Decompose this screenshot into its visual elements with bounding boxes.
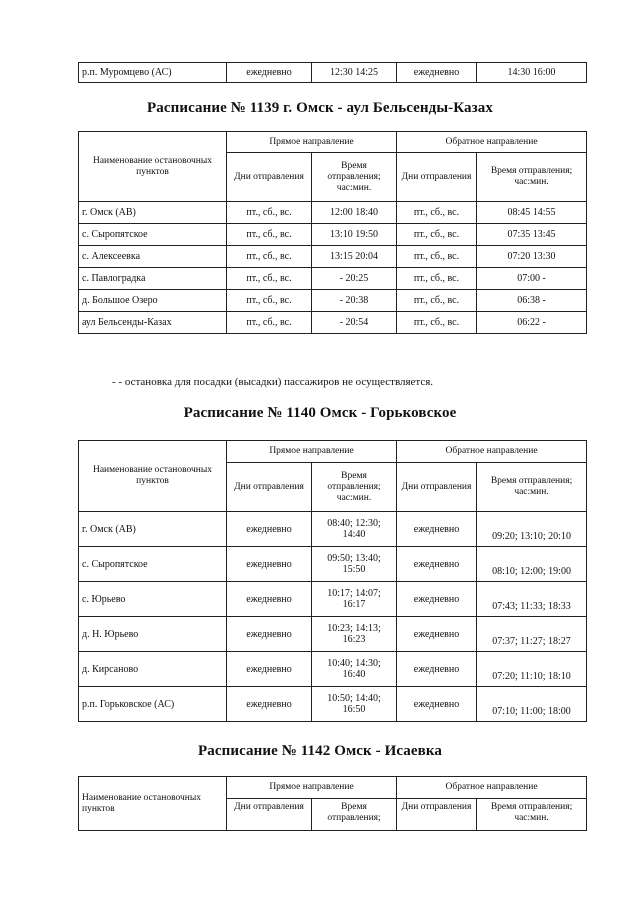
forward-days: ежедневно [227, 582, 312, 617]
table-row [79, 582, 587, 617]
forward-days-header: Дни отправления [227, 799, 312, 831]
stop-name: р.п. Муромцево (АС) [79, 63, 227, 83]
backward-days: ежедневно [397, 582, 477, 617]
forward-time: 10:40; 14:30; 16:40 [312, 652, 397, 687]
stop-column-header: Наименование остановочных пунктов [79, 777, 227, 831]
forward-time-header: Время отправления; час:мин. [312, 463, 397, 512]
forward-days-header: Дни отправления [227, 153, 312, 202]
table-row [79, 224, 587, 246]
forward-time: - 20:54 [312, 312, 397, 334]
backward-days: пт., сб., вс. [397, 268, 477, 290]
backward-time: 08:45 14:55 [477, 202, 587, 224]
backward-time: 06:22 - [477, 312, 587, 334]
backward-time: 07:35 13:45 [477, 224, 587, 246]
backward-direction-header: Обратное направление [397, 777, 587, 799]
forward-time: 12:00 18:40 [312, 202, 397, 224]
forward-direction-header: Прямое направление [227, 132, 397, 153]
backward-time: 07:20; 11:10; 18:10 [477, 652, 587, 687]
backward-direction-header: Обратное направление [397, 132, 587, 153]
table-row [79, 202, 587, 224]
forward-days: пт., сб., вс. [227, 246, 312, 268]
backward-days: ежедневно [397, 512, 477, 547]
stop-name: р.п. Горьковское (АС) [79, 687, 227, 722]
forward-days: ежедневно [227, 63, 312, 83]
stop-name: с. Юрьево [79, 582, 227, 617]
backward-time: 14:30 16:00 [477, 63, 587, 83]
forward-direction-header: Прямое направление [227, 777, 397, 799]
forward-days: ежедневно [227, 617, 312, 652]
forward-time-header: Время отправления; час:мин. [312, 153, 397, 202]
stop-name: с. Сыропятское [79, 224, 227, 246]
forward-days: пт., сб., вс. [227, 268, 312, 290]
forward-time: 13:15 20:04 [312, 246, 397, 268]
backward-days: пт., сб., вс. [397, 224, 477, 246]
forward-time: 12:30 14:25 [312, 63, 397, 83]
table-row [79, 268, 587, 290]
footnote: - - остановка для посадки (высадки) пассажиров не осуществляется. [112, 376, 434, 388]
schedule-1142-title: Расписание № 1142 Омск - Исаевка [198, 743, 442, 759]
table-row [79, 63, 587, 83]
backward-time: 07:37; 11:27; 18:27 [477, 617, 587, 652]
forward-days: ежедневно [227, 652, 312, 687]
backward-time: 07:00 - [477, 268, 587, 290]
backward-days-header: Дни отправления [397, 799, 477, 831]
backward-time: 08:10; 12:00; 19:00 [477, 547, 587, 582]
backward-days: пт., сб., вс. [397, 202, 477, 224]
stop-name: д. Кирсаново [79, 652, 227, 687]
forward-days: ежедневно [227, 512, 312, 547]
table-header-row [79, 441, 587, 463]
backward-time: 07:20 13:30 [477, 246, 587, 268]
forward-days: пт., сб., вс. [227, 202, 312, 224]
forward-time: 10:17; 14:07; 16:17 [312, 582, 397, 617]
schedule-1140-title: Расписание № 1140 Омск - Горьковское [183, 405, 457, 421]
table-row [79, 547, 587, 582]
stop-name: д. Н. Юрьево [79, 617, 227, 652]
backward-time: 07:43; 11:33; 18:33 [477, 582, 587, 617]
backward-time: 06:38 - [477, 290, 587, 312]
forward-days-header: Дни отправления [227, 463, 312, 512]
stop-name: с. Павлоградка [79, 268, 227, 290]
backward-days: ежедневно [397, 617, 477, 652]
backward-days-header: Дни отправления [397, 463, 477, 512]
stop-name: г. Омск (АВ) [79, 512, 227, 547]
backward-direction-header: Обратное направление [397, 441, 587, 463]
forward-days: пт., сб., вс. [227, 290, 312, 312]
schedule-1139-table [78, 131, 587, 334]
forward-days: ежедневно [227, 687, 312, 722]
table-row [79, 512, 587, 547]
stop-name: аул Бельсенды-Казах [79, 312, 227, 334]
forward-time: 10:23; 14:13; 16:23 [312, 617, 397, 652]
schedule-1139-title: Расписание № 1139 г. Омск - аул Бельсенды-Казах [147, 100, 493, 116]
backward-days: пт., сб., вс. [397, 312, 477, 334]
backward-days: ежедневно [397, 547, 477, 582]
forward-time: 13:10 19:50 [312, 224, 397, 246]
forward-days: пт., сб., вс. [227, 224, 312, 246]
backward-time-header: Время отправления; час:мин. [477, 153, 587, 202]
backward-days: пт., сб., вс. [397, 246, 477, 268]
table-row [79, 290, 587, 312]
table-header-row [79, 132, 587, 153]
table-header-row [79, 777, 587, 799]
stop-name: с. Сыропятское [79, 547, 227, 582]
schedule-1142-table [78, 776, 587, 831]
forward-time: 08:40; 12:30; 14:40 [312, 512, 397, 547]
backward-days-header: Дни отправления [397, 153, 477, 202]
backward-time: 07:10; 11:00; 18:00 [477, 687, 587, 722]
stop-column-header: Наименование остановочных пунктов [79, 132, 227, 202]
backward-days: ежедневно [397, 687, 477, 722]
forward-time: - 20:38 [312, 290, 397, 312]
backward-days: ежедневно [397, 652, 477, 687]
forward-time: 09:50; 13:40; 15:50 [312, 547, 397, 582]
table-row [79, 617, 587, 652]
stop-name: д. Большое Озеро [79, 290, 227, 312]
forward-direction-header: Прямое направление [227, 441, 397, 463]
backward-days: ежедневно [397, 63, 477, 83]
table-continuation [78, 62, 587, 83]
backward-time-header: Время отправления; час:мин. [477, 463, 587, 512]
stop-name: г. Омск (АВ) [79, 202, 227, 224]
forward-time-header: Время отправления; [312, 799, 397, 831]
table-row [79, 312, 587, 334]
backward-time: 09:20; 13:10; 20:10 [477, 512, 587, 547]
table-row [79, 687, 587, 722]
forward-days: пт., сб., вс. [227, 312, 312, 334]
backward-time-header: Время отправления; час:мин. [477, 799, 587, 831]
table-row [79, 652, 587, 687]
forward-time: 10:50; 14:40; 16:50 [312, 687, 397, 722]
forward-days: ежедневно [227, 547, 312, 582]
backward-days: пт., сб., вс. [397, 290, 477, 312]
schedule-1140-table [78, 440, 587, 722]
table-row [79, 246, 587, 268]
stop-column-header: Наименование остановочных пунктов [79, 441, 227, 512]
forward-time: - 20:25 [312, 268, 397, 290]
stop-name: с. Алексеевка [79, 246, 227, 268]
